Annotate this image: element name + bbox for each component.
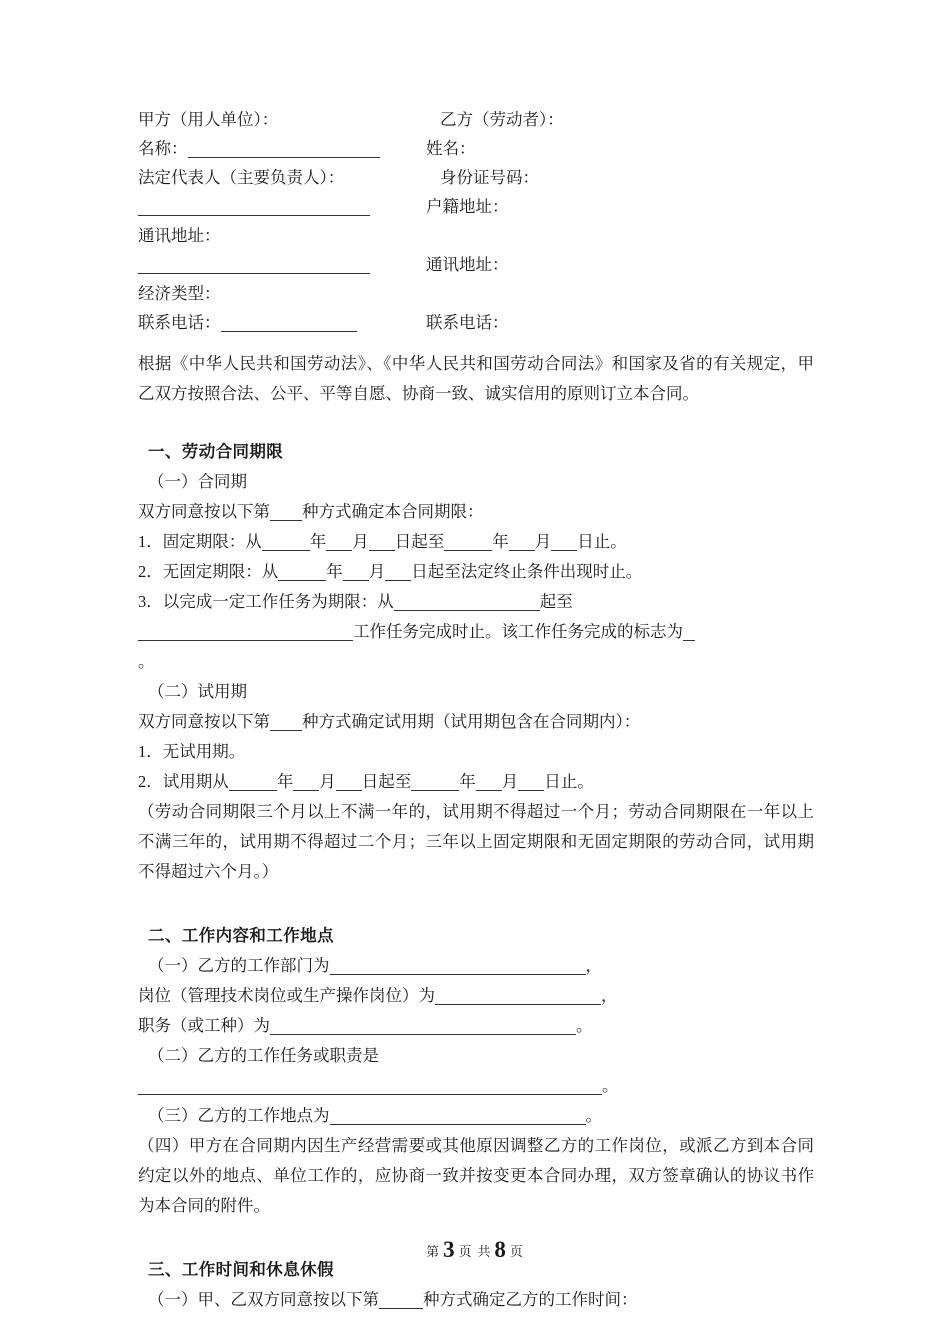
spacer <box>138 409 814 437</box>
item-3-task-start-blank[interactable] <box>394 597 540 611</box>
section-two-b-rule-after: 。 <box>602 1076 619 1095</box>
section-two-a-before: （一）乙方的工作部门为 <box>148 956 330 975</box>
page-footer <box>0 1237 950 1265</box>
item-1-p6: 日止。 <box>577 532 627 551</box>
item-3-after: 起至 <box>539 592 573 611</box>
section-three-a-after: 种方式确定乙方的工作时间： <box>423 1290 638 1309</box>
page-content <box>138 105 814 1315</box>
party-a-legal-rep-label: 法定代表人（主要负责人）： <box>138 168 345 187</box>
probation-day-blank-2[interactable] <box>518 777 544 791</box>
section-three-heading: 三、工作时间和休息休假 <box>148 1261 334 1279</box>
section-one-heading: 一、劳动合同期限 <box>148 443 284 461</box>
party-a-name-row <box>138 134 418 163</box>
party-information-block <box>138 105 814 337</box>
item-1-year-blank-2[interactable] <box>444 537 492 551</box>
footer-current-page: 3 <box>443 1237 456 1262</box>
party-b-title: 乙方（劳动者）： <box>440 110 564 129</box>
party-a-address-blank[interactable] <box>138 260 370 274</box>
party-a-legal-rep-blank-row <box>138 192 418 221</box>
sub-a-intro-after: 种方式确定本合同期限： <box>302 502 484 521</box>
section-two-duty-line <box>138 1011 814 1041</box>
item-1-p1: 年 <box>309 532 327 551</box>
footer-prefix: 第 <box>426 1244 441 1259</box>
party-a-legal-rep-row <box>138 163 418 192</box>
party-a-phone-blank[interactable] <box>221 318 357 332</box>
item-1-p5: 月 <box>534 532 552 551</box>
item-2-year-blank[interactable] <box>278 567 326 581</box>
work-duty-blank[interactable] <box>270 1021 576 1035</box>
section-two-heading: 二、工作内容和工作地点 <box>148 927 334 945</box>
section-one-item-1 <box>138 527 814 557</box>
sub-b-item-2-p1: 年 <box>276 772 294 791</box>
party-a-address-label: 通讯地址： <box>138 226 221 245</box>
sub-b-item-2-p4: 年 <box>459 772 476 791</box>
sub-b-item-2-p6: 日止。 <box>544 772 594 791</box>
item-1-p3: 日起至 <box>394 532 445 551</box>
work-time-method-blank[interactable] <box>379 1295 423 1309</box>
probation-month-blank-1[interactable] <box>293 777 319 791</box>
party-a-name-blank[interactable] <box>188 144 380 158</box>
item-1-day-blank-1[interactable] <box>369 537 395 551</box>
item-1-month-blank-2[interactable] <box>509 537 535 551</box>
work-department-blank[interactable] <box>330 961 586 975</box>
item-3-before: 以完成一定工作任务为期限：从 <box>162 592 394 611</box>
sub-b-item-2-no: 2． <box>138 772 163 791</box>
preamble-paragraph: 根据《中华人民共和国劳动法》、《中华人民共和国劳动合同法》和国家及省的有关规定，甲乙双方按照合法、公平、平等自愿、协商一致、诚实信用的原则订立本合同。 <box>138 354 814 403</box>
section-two-c-before: （三）乙方的工作地点为 <box>148 1106 330 1125</box>
party-b-mail-address-row: 通讯地址： <box>426 255 509 274</box>
section-one-sub-a-label: （一）合同期 <box>148 472 247 491</box>
work-post-blank[interactable] <box>435 991 601 1005</box>
footer-page-unit-1: 页 <box>458 1244 473 1259</box>
item-1-day-blank-2[interactable] <box>551 537 577 551</box>
party-a-title: 甲方（用人单位）： <box>138 110 279 129</box>
sub-b-item-2-p0: 试用期从 <box>162 772 229 791</box>
probation-day-blank-1[interactable] <box>336 777 362 791</box>
party-b-id-number-row: 身份证号码： <box>440 168 539 187</box>
section-one-probation-note: （劳动合同期限三个月以上不满一年的，试用期不得超过一个月；劳动合同期限在一年以上不满三年的，试用期不得超过二个月；三年以上固定期限和无固定期限的劳动合同，试用期不得超过六个月。） <box>138 802 814 881</box>
sub-b-method-blank[interactable] <box>270 717 302 731</box>
section-two-post-line <box>138 981 814 1011</box>
section-two-a-after: ， <box>585 956 602 975</box>
footer-middle: 共 <box>477 1244 492 1259</box>
section-two-duty-before: 职务（或工种）为 <box>138 1016 270 1035</box>
section-two-item-b-rule <box>138 1071 814 1101</box>
section-one-item-3-line-1 <box>138 587 814 617</box>
item-1-p2: 月 <box>352 532 369 551</box>
party-b-name-row: 姓名： <box>426 139 476 158</box>
party-a-phone-label: 联系电话： <box>138 313 221 332</box>
sub-b-item-2-p3: 日起至 <box>361 772 412 791</box>
item-2-p0: 无固定期限：从 <box>162 562 279 581</box>
item-1-p0: 固定期限：从 <box>162 532 262 551</box>
sub-b-item-2-p2: 月 <box>319 772 336 791</box>
section-one-sub-b-intro <box>138 707 814 737</box>
party-b-household-address-row: 户籍地址： <box>426 197 509 216</box>
spacer <box>138 337 814 349</box>
section-one-item-3-line-3: 。 <box>138 652 155 671</box>
item-1-no: 1． <box>138 532 163 551</box>
section-two-item-a <box>138 951 814 981</box>
footer-page-unit-2: 页 <box>509 1244 524 1259</box>
probation-year-blank-2[interactable] <box>411 777 459 791</box>
section-one-sub-b-item-1: 1．无试用期。 <box>138 742 246 761</box>
sub-b-intro-after: 种方式确定试用期（试用期包含在合同期内）： <box>302 712 641 731</box>
section-two-post-before: 岗位（管理技术岗位或生产操作岗位）为 <box>138 986 435 1005</box>
section-two-post-after: ， <box>601 986 618 1005</box>
section-two-item-c <box>138 1101 814 1131</box>
item-3-no: 3． <box>138 592 163 611</box>
section-two-duty-after: 。 <box>576 1016 593 1035</box>
party-b-spacer-row-2 <box>426 279 726 308</box>
item-3-mark-blank[interactable] <box>683 627 695 641</box>
section-two-item-d: （四）甲方在合同期内因生产经营需要或其他原因调整乙方的工作岗位，或派乙方到本合同约定以外的地点、单位工作的，应协商一致并按变更本合同办理，双方签章确认的协议书作为本合同的附件。 <box>138 1136 814 1215</box>
party-b-spacer-row-1 <box>426 221 726 250</box>
item-2-p2: 月 <box>368 562 386 581</box>
party-a-name-label: 名称： <box>138 139 188 158</box>
section-two-c-after: 。 <box>585 1106 602 1125</box>
party-a-address-row <box>138 221 418 250</box>
item-1-year-blank-1[interactable] <box>262 537 310 551</box>
item-2-month-blank[interactable] <box>343 567 369 581</box>
party-b-column <box>426 105 726 337</box>
sub-b-intro-before: 双方同意按以下第 <box>138 712 270 731</box>
section-one-sub-a-intro <box>138 497 814 527</box>
party-b-phone-row: 联系电话： <box>426 313 509 332</box>
probation-month-blank-2[interactable] <box>476 777 502 791</box>
party-a-column <box>138 105 418 337</box>
section-one-sub-b-label: （二）试用期 <box>148 682 247 701</box>
item-2-no: 2． <box>138 562 163 581</box>
item-3-task-end-blank[interactable] <box>138 627 353 641</box>
item-3-line2-after: 工作任务完成时止。该工作任务完成的标志为 <box>353 622 683 641</box>
item-2-p1: 年 <box>326 562 343 581</box>
section-three-item-a <box>138 1285 814 1315</box>
party-a-address-blank-row <box>138 250 418 279</box>
party-a-economy-type-row <box>138 279 418 308</box>
probation-year-blank-1[interactable] <box>229 777 277 791</box>
item-2-day-blank[interactable] <box>385 567 411 581</box>
work-location-blank[interactable] <box>330 1111 586 1125</box>
footer-total-pages: 8 <box>494 1237 507 1262</box>
work-task-blank[interactable] <box>138 1081 602 1095</box>
section-three-a-before: （一）甲、乙双方同意按以下第 <box>148 1290 379 1309</box>
section-one-item-3-line-2 <box>138 617 814 647</box>
sub-a-method-blank[interactable] <box>270 507 302 521</box>
party-a-legal-rep-blank[interactable] <box>138 202 370 216</box>
item-1-p4: 年 <box>492 532 509 551</box>
item-2-p3: 日起至法定终止条件出现时止。 <box>411 562 643 581</box>
sub-a-intro-before: 双方同意按以下第 <box>138 502 270 521</box>
spacer <box>138 887 814 921</box>
sub-b-item-2-p5: 月 <box>501 772 519 791</box>
section-one-item-2 <box>138 557 814 587</box>
item-1-month-blank-1[interactable] <box>326 537 352 551</box>
section-two-item-b-label: （二）乙方的工作任务或职责是 <box>148 1046 379 1065</box>
section-one-sub-b-item-2 <box>138 767 814 797</box>
party-a-economy-type-label: 经济类型： <box>138 284 221 303</box>
party-a-phone-row <box>138 308 418 337</box>
